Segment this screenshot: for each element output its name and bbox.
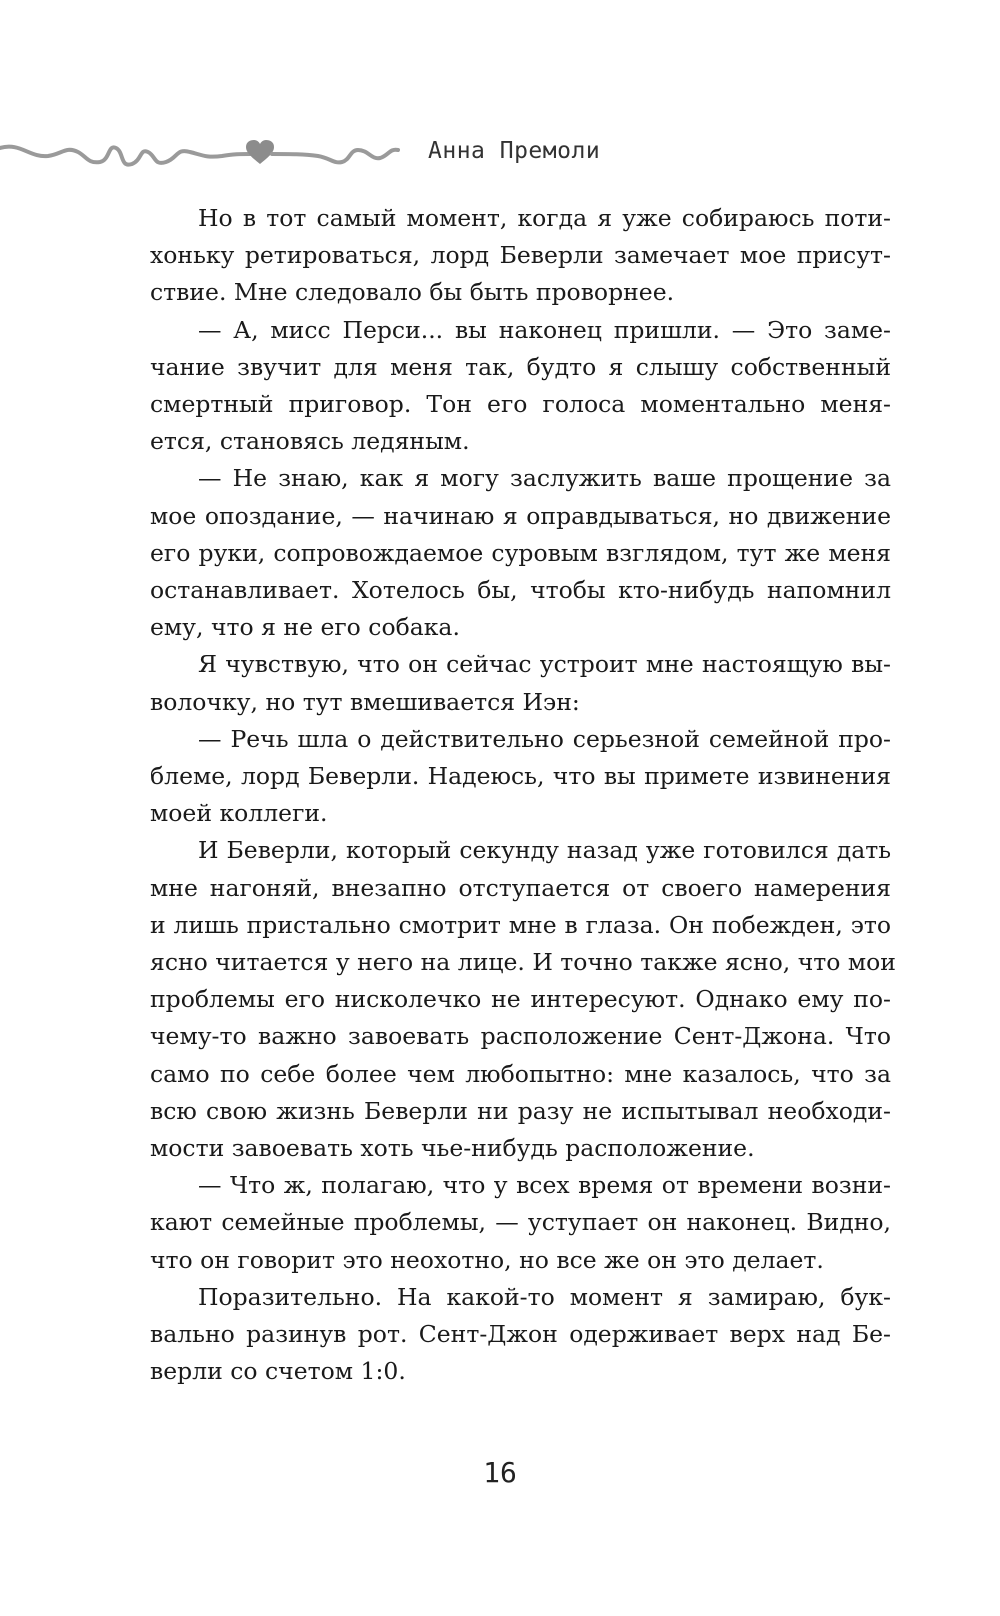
text-line: верли со счетом 1:0. <box>150 1357 406 1386</box>
text-line: что он говорит это неохотно, но все же он это делает. <box>150 1245 824 1274</box>
running-head-author: Анна Премоли <box>428 138 601 164</box>
text-line: — А, мисс Перси... вы наконец пришли. — Это заме- <box>198 315 891 344</box>
header-swirl-ornament <box>0 128 420 178</box>
text-line: всю свою жизнь Беверли ни разу не испытывал необходи- <box>150 1096 891 1125</box>
text-line: мости завоевать хоть чье-нибудь расположение. <box>150 1134 755 1163</box>
text-line: проблемы его нисколечко не интересуют. Однако ему по- <box>150 985 891 1014</box>
text-line: останавливает. Хотелось бы, чтобы кто-нибудь напомнил <box>150 576 891 605</box>
text-line: моей коллеги. <box>150 799 328 828</box>
text-line: ему, что я не его собака. <box>150 613 460 642</box>
text-line: ясно читается у него на лице. И точно также ясно, что мои <box>150 948 896 977</box>
text-line: кают семейные проблемы, — уступает он наконец. Видно, <box>150 1208 891 1237</box>
text-line: — Что ж, полагаю, что у всех время от времени возни- <box>198 1171 891 1200</box>
text-line: ется, становясь ледяным. <box>150 427 470 456</box>
text-line: волочку, но тут вмешивается Иэн: <box>150 687 580 716</box>
text-line: мне нагоняй, внезапно отступается от своего намерения <box>150 873 891 902</box>
text-line: Поразительно. На какой-то момент я замираю, бук- <box>198 1282 891 1311</box>
page-number: 16 <box>483 1456 517 1489</box>
text-line: чему-то важно завоевать расположение Сент-Джона. Что <box>150 1022 891 1051</box>
text-line: само по себе более чем любопытно: мне казалось, что за <box>150 1059 891 1088</box>
text-line: Но в тот самый момент, когда я уже собираюсь поти- <box>198 204 891 232</box>
text-line: смертный приговор. Тон его голоса моментально меня- <box>150 390 891 419</box>
text-line: мое опоздание, — начинаю я оправдываться, но движение <box>150 501 891 530</box>
body-text <box>150 200 896 1391</box>
text-line: ствие. Мне следовало бы быть проворнее. <box>150 278 675 307</box>
text-line: — Речь шла о действительно серьезной семейной про- <box>198 724 891 753</box>
text-line: и лишь пристально смотрит мне в глаза. Он побежден, это <box>150 910 891 939</box>
text-line: — Не знаю, как я могу заслужить ваше прощение за <box>198 464 891 493</box>
text-line: вально разинув рот. Сент-Джон одерживает верх над Бе- <box>150 1320 891 1349</box>
text-line: хоньку ретироваться, лорд Беверли замечает мое присут- <box>150 241 891 270</box>
text-line: Я чувствую, что он сейчас устроит мне настоящую вы- <box>198 650 891 679</box>
heart-icon <box>246 140 274 164</box>
text-line: И Беверли, который секунду назад уже готовился дать <box>198 836 891 865</box>
text-line: чание звучит для меня так, будто я слышу собственный <box>150 352 891 381</box>
text-line: блеме, лорд Беверли. Надеюсь, что вы примете извинения <box>150 762 891 791</box>
text-line: его руки, сопровождаемое суровым взглядом, тут же меня <box>150 538 891 567</box>
